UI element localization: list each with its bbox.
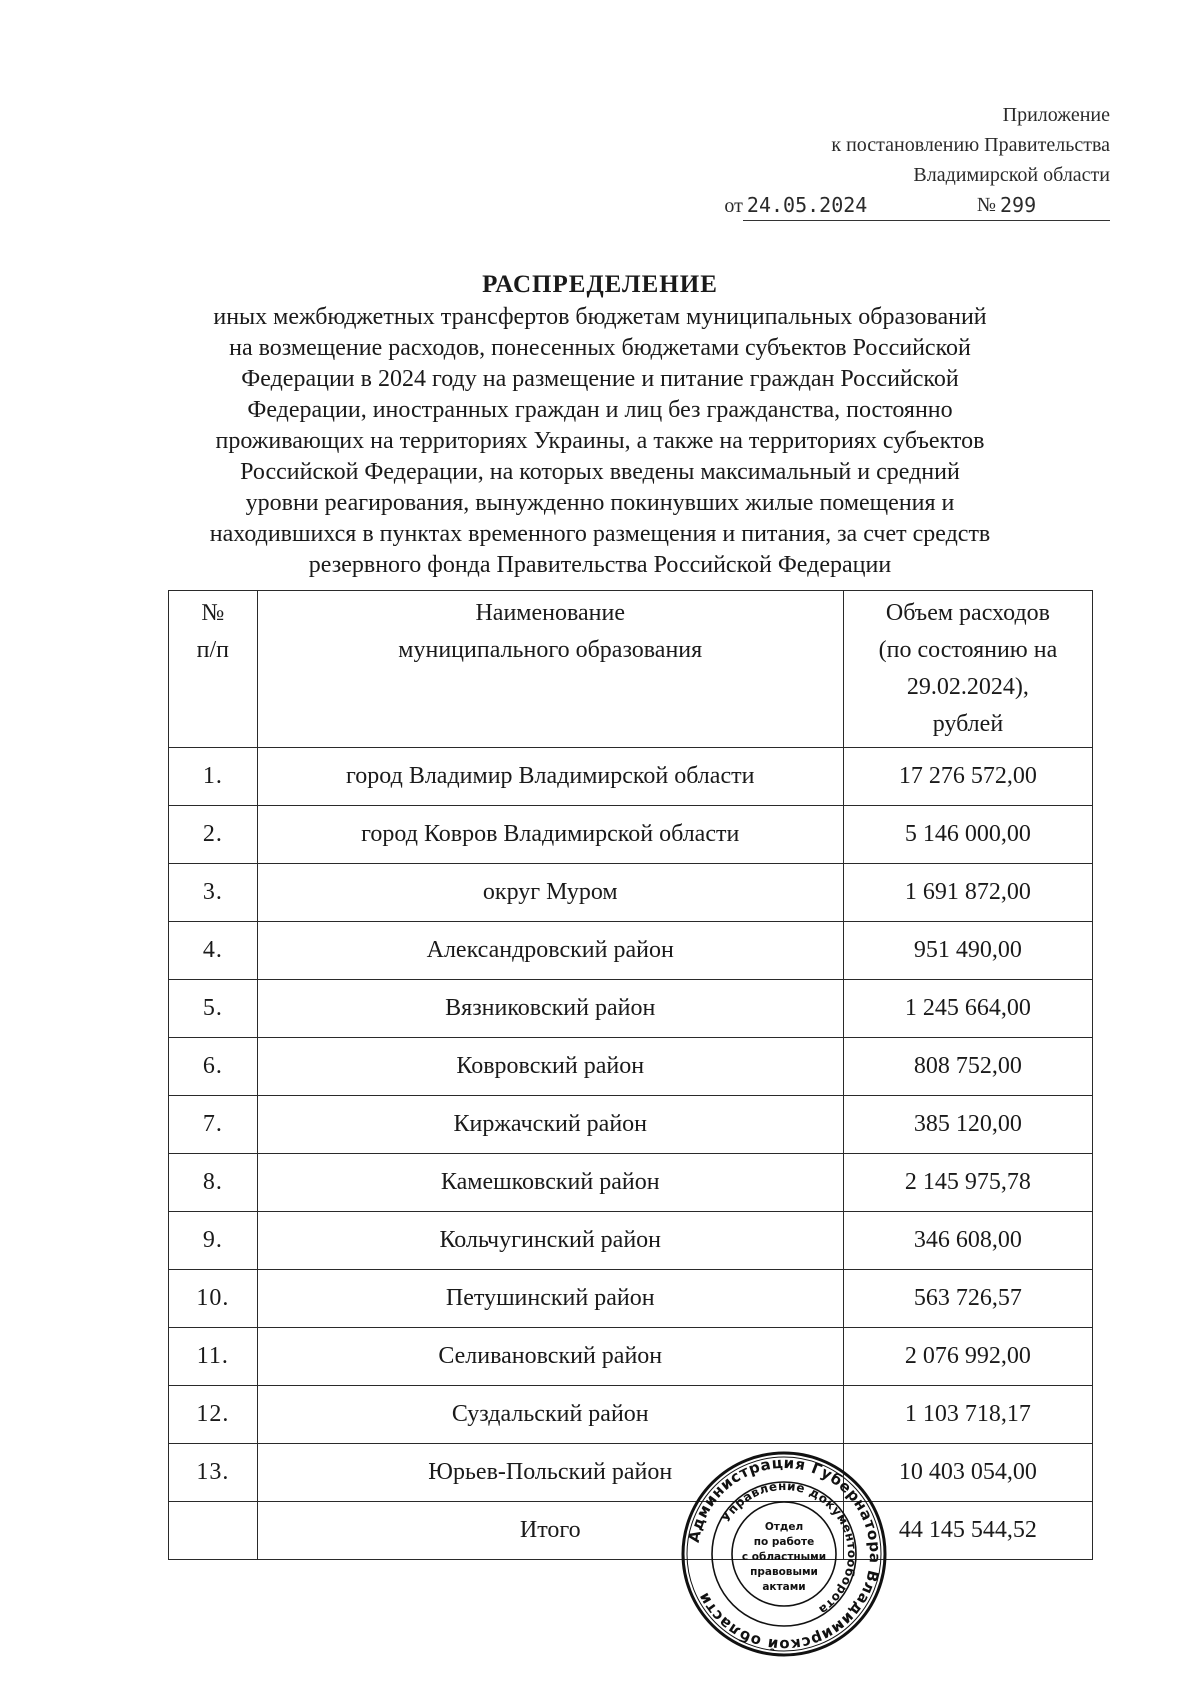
row-name: город Владимир Владимирской области xyxy=(257,748,843,806)
stamp-center-line: Отдел xyxy=(764,1521,804,1533)
row-sum: 5 146 000,00 xyxy=(843,806,1092,864)
row-name: Вязниковский район xyxy=(257,980,843,1038)
row-name: Кольчугинский район xyxy=(257,1212,843,1270)
title-heading: РАСПРЕДЕЛЕНИЕ xyxy=(482,271,718,298)
header-name-line: Наименование xyxy=(475,600,625,626)
subtitle-line: уровни реагирования, вынужденно покинувших жилые помещения и xyxy=(245,490,955,516)
row-name: Камешковский район xyxy=(257,1154,843,1212)
table-row xyxy=(169,864,1093,922)
row-sum: 563 726,57 xyxy=(843,1270,1092,1328)
table-row xyxy=(169,748,1093,806)
header-number xyxy=(169,591,258,748)
table-row xyxy=(169,806,1093,864)
subtitle-line: Федерации в 2024 году на размещение и питание граждан Российской xyxy=(241,366,959,392)
subtitle-line: резервного фонда Правительства Российской Федерации xyxy=(308,552,892,578)
appendix-line-2: к постановлению Правительства xyxy=(831,134,1110,156)
stamp-seal-icon xyxy=(680,1450,888,1658)
header-sum-line: рублей xyxy=(932,711,1004,737)
row-sum: 346 608,00 xyxy=(843,1212,1092,1270)
header-sum xyxy=(843,591,1092,748)
row-number: 6. xyxy=(169,1038,258,1096)
document-title xyxy=(150,268,1050,581)
row-sum: 10 403 054,00 xyxy=(843,1444,1092,1502)
row-sum: 1 691 872,00 xyxy=(843,864,1092,922)
official-stamp xyxy=(680,1450,888,1658)
subtitle-line: Федерации, иностранных граждан и лиц без гражданства, постоянно xyxy=(247,397,953,423)
header-sum-line: 29.02.2024), xyxy=(906,674,1029,700)
stamp-center-line: по работе xyxy=(753,1536,815,1548)
row-name: Ковровский район xyxy=(257,1038,843,1096)
table-row xyxy=(169,1270,1093,1328)
table-row xyxy=(169,1444,1093,1502)
header-number-line: п/п xyxy=(196,637,229,663)
row-sum: 385 120,00 xyxy=(843,1096,1092,1154)
distribution-table xyxy=(168,590,1093,1560)
row-name: Александровский район xyxy=(257,922,843,980)
row-number: 12. xyxy=(169,1386,258,1444)
total-number-cell xyxy=(169,1502,258,1560)
row-name: округ Муром xyxy=(257,864,843,922)
row-number: 11. xyxy=(169,1328,258,1386)
svg-text:Управление документооборота xyxy=(719,1479,859,1618)
title-subtitle xyxy=(150,302,1050,581)
row-sum: 2 076 992,00 xyxy=(843,1328,1092,1386)
subtitle-line: иных межбюджетных трансфертов бюджетам муниципальных образований xyxy=(213,304,987,330)
row-number: 10. xyxy=(169,1270,258,1328)
appendix-reference xyxy=(710,190,1110,221)
table-row xyxy=(169,980,1093,1038)
stamp-center-line: правовыми xyxy=(750,1566,818,1578)
stamp-center-line: с областными xyxy=(741,1551,827,1563)
row-name: Киржачский район xyxy=(257,1096,843,1154)
subtitle-line: находившихся в пунктах временного размещения и питания, за счет средств xyxy=(209,521,991,547)
document-date: 24.05.2024 xyxy=(743,190,977,221)
row-name: Юрьев-Польский район xyxy=(257,1444,843,1502)
table-row xyxy=(169,1328,1093,1386)
total-sum: 44 145 544,52 xyxy=(843,1502,1092,1560)
row-sum: 1 103 718,17 xyxy=(843,1386,1092,1444)
row-number: 9. xyxy=(169,1212,258,1270)
table-row xyxy=(169,1038,1093,1096)
row-sum: 1 245 664,00 xyxy=(843,980,1092,1038)
table-row xyxy=(169,1154,1093,1212)
appendix-line-1: Приложение xyxy=(1002,104,1110,126)
appendix-line-3: Владимирской области xyxy=(913,164,1110,186)
row-name: город Ковров Владимирской области xyxy=(257,806,843,864)
stamp-inner-text: Управление документооборота xyxy=(718,1478,860,1618)
row-number: 13. xyxy=(169,1444,258,1502)
row-sum: 2 145 975,78 xyxy=(843,1154,1092,1212)
row-name: Суздальский район xyxy=(257,1386,843,1444)
row-number: 5. xyxy=(169,980,258,1038)
row-number: 4. xyxy=(169,922,258,980)
row-name: Селивановский район xyxy=(257,1328,843,1386)
number-prefix: № xyxy=(977,190,996,221)
total-row xyxy=(169,1502,1093,1560)
row-sum: 808 752,00 xyxy=(843,1038,1092,1096)
date-prefix: от xyxy=(724,195,743,217)
stamp-outer-text: Администрация Губернатора Владимирской области xyxy=(684,1453,885,1655)
stamp-center-line: актами xyxy=(762,1581,806,1593)
row-number: 2. xyxy=(169,806,258,864)
row-number: 3. xyxy=(169,864,258,922)
table-row xyxy=(169,922,1093,980)
subtitle-line: на возмещение расходов, понесенных бюджетами субъектов Российской xyxy=(229,335,971,361)
header-name-line: муниципального образования xyxy=(398,637,703,663)
header-sum-line: Объем расходов xyxy=(885,600,1050,626)
document-number: 299 xyxy=(996,190,1110,221)
header-name xyxy=(257,591,843,748)
row-number: 7. xyxy=(169,1096,258,1154)
row-number: 8. xyxy=(169,1154,258,1212)
header-number-line: № xyxy=(201,600,225,626)
subtitle-line: Российской Федерации, на которых введены максимальный и средний xyxy=(240,459,960,485)
table-row xyxy=(169,1096,1093,1154)
table-row xyxy=(169,1386,1093,1444)
header-sum-line: (по состоянию на xyxy=(878,637,1058,663)
subtitle-line: проживающих на территориях Украины, а также на территориях субъектов xyxy=(215,428,985,454)
row-name: Петушинский район xyxy=(257,1270,843,1328)
row-sum: 17 276 572,00 xyxy=(843,748,1092,806)
table-header-row xyxy=(169,591,1093,748)
row-number: 1. xyxy=(169,748,258,806)
table-row xyxy=(169,1212,1093,1270)
row-sum: 951 490,00 xyxy=(843,922,1092,980)
total-label: Итого xyxy=(257,1502,843,1560)
appendix-block xyxy=(550,100,1110,221)
